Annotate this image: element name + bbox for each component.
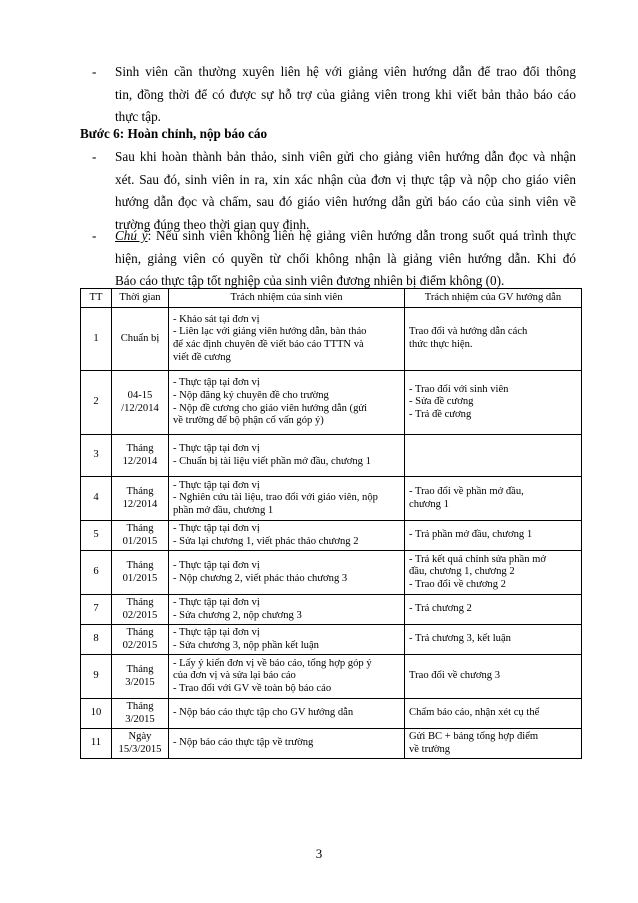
cell-line: 12/2014: [122, 455, 158, 467]
cell-line: Trao đổi về chương 3: [409, 670, 500, 682]
cell-line: - Sửa chương 3, nộp phần kết luận: [173, 639, 319, 651]
cell-line: - Trao đổi về chương 2: [409, 578, 506, 590]
header-tt: TT: [81, 289, 112, 308]
cell-line: /12/2014: [121, 402, 159, 414]
cell-student-task: [169, 435, 405, 477]
cell-line: Tháng: [126, 522, 154, 534]
cell-line: - Trả đề cương: [409, 408, 472, 420]
schedule-table: [80, 288, 582, 759]
header-student: Trách nhiệm của sinh viên: [169, 289, 405, 308]
table-row: [81, 729, 582, 759]
cell-supervisor-task: [405, 521, 582, 551]
table-row: [81, 699, 582, 729]
cell-line: - Trả chương 3, kết luận: [409, 633, 511, 645]
bullet-dash: -: [92, 64, 97, 79]
note-text: : Nếu sinh viên không liên hệ giảng viên hướng dẫn trong suốt quá trình thực: [147, 228, 576, 243]
cell-line: - Chuẩn bị tài liệu viết phần mở đầu, chương 1: [173, 455, 371, 467]
step6-heading: Bước 6: Hoàn chỉnh, nộp báo cáo: [80, 126, 268, 141]
cell-line: - Trả phần mở đầu, chương 1: [409, 529, 533, 541]
table-row: [81, 655, 582, 699]
text-line: Sau khi hoàn thành bản thảo, sinh viên gửi cho giảng viên hướng dẫn đọc và nhận: [115, 149, 576, 164]
cell-line: 3/2015: [125, 676, 155, 688]
cell-student-task: [169, 625, 405, 655]
table-row: [81, 477, 582, 521]
cell-supervisor-task: [405, 625, 582, 655]
cell-line: Trao đổi và hướng dẫn cách: [409, 326, 528, 338]
cell-line: để xác định chuyên đề viết báo cáo TTTN và: [173, 339, 364, 350]
page-number: 3: [315, 846, 323, 861]
cell-line: Chấm báo cáo, nhận xét cụ thể: [409, 707, 540, 719]
cell-time: [112, 477, 169, 521]
text-line: Báo cáo thực tập tốt nghiệp của sinh viên đương nhiên bị điểm không (0).: [115, 273, 505, 288]
cell-supervisor-task: [405, 308, 582, 371]
cell-student-task: [169, 308, 405, 371]
cell-line: Chuẩn bị: [120, 332, 160, 344]
cell-line: 12/2014: [122, 498, 158, 510]
cell-time: [112, 699, 169, 729]
cell-supervisor-task: [405, 595, 582, 625]
header-supervisor: Trách nhiệm của GV hướng dẫn: [405, 289, 582, 308]
cell-line: - Liên lạc với giảng viên hướng dẫn, bàn thảo: [173, 326, 367, 338]
text-line: tin, đồng thời để có được sự hỗ trợ của giảng viên trong khi viết bản thảo báo cáo: [115, 86, 576, 102]
cell-time: [112, 371, 169, 435]
text-line: hiện, giảng viên có quyền từ chối không nhận là giảng viên hướng dẫn. Khi đó: [115, 250, 576, 266]
header-time: Thời gian: [112, 289, 169, 308]
cell-line: - Trao đổi với sinh viên: [409, 383, 509, 395]
cell-supervisor-task: [405, 699, 582, 729]
bullet-dash: -: [92, 228, 97, 243]
cell-line: về trường để bộ phận cố vấn góp ý): [173, 415, 324, 427]
cell-line: Tháng: [126, 559, 154, 571]
table-row: [81, 371, 582, 435]
cell-line: - Nghiên cứu tài liệu, trao đổi với giáo viên, nộp: [173, 492, 378, 504]
cell-line: - Thực tập tại đơn vị: [173, 442, 260, 454]
table-row: [81, 521, 582, 551]
cell-line: Tháng: [126, 442, 154, 454]
cell-line: chương 1: [409, 498, 449, 510]
cell-line: - Trao đổi về phần mở đầu,: [409, 485, 524, 497]
cell-time: [112, 521, 169, 551]
cell-student-task: [169, 655, 405, 699]
cell-line: - Thực tập tại đơn vị: [173, 479, 260, 491]
cell-student-task: [169, 729, 405, 759]
cell-line: - Lấy ý kiến đơn vị về báo cáo, tổng hợp góp ý: [173, 657, 372, 669]
cell-line: - Sửa lại chương 1, viết phác thảo chương 2: [173, 535, 359, 547]
text-line: Sinh viên cần thường xuyên liên hệ với giảng viên hướng dẫn để trao đổi thông: [115, 64, 576, 79]
cell-line: Tháng: [126, 663, 154, 675]
cell-line: - Trả kết quả chỉnh sửa phần mở: [409, 553, 546, 565]
cell-line: 04-15: [127, 389, 153, 401]
cell-tt: 7: [81, 595, 112, 625]
note-paragraph: [92, 225, 576, 293]
table-row: [81, 625, 582, 655]
cell-tt: 11: [81, 729, 112, 759]
cell-tt: 5: [81, 521, 112, 551]
text-line: trường đúng theo thời gian quy định.: [115, 216, 310, 232]
cell-student-task: [169, 699, 405, 729]
cell-line: Gửi BC + bảng tổng hợp điểm: [409, 730, 539, 742]
cell-student-task: [169, 521, 405, 551]
cell-line: viết đề cương: [173, 351, 231, 363]
cell-line: - Nộp đăng ký chuyên đề cho trường: [173, 389, 329, 401]
cell-line: 02/2015: [122, 639, 158, 651]
cell-line: thức thực hiện.: [409, 339, 473, 350]
cell-line: - Thực tập tại đơn vị: [173, 626, 260, 638]
cell-supervisor-task: [405, 435, 582, 477]
cell-line: Tháng: [126, 700, 154, 712]
cell-time: [112, 729, 169, 759]
intro-paragraph: [92, 61, 576, 129]
cell-tt: 8: [81, 625, 112, 655]
cell-line: - Thực tập tại đơn vị: [173, 596, 260, 608]
cell-line: Ngày: [128, 730, 152, 742]
cell-time: [112, 308, 169, 371]
schedule-body: [81, 308, 582, 759]
cell-time: [112, 595, 169, 625]
table-row: [81, 435, 582, 477]
cell-student-task: [169, 371, 405, 435]
table-header-row: [81, 289, 582, 308]
cell-tt: 2: [81, 371, 112, 435]
cell-line: phần mở đầu, chương 1: [173, 504, 274, 516]
note-label: Chú ý: [115, 228, 148, 243]
table-row: [81, 551, 582, 595]
cell-student-task: [169, 477, 405, 521]
cell-supervisor-task: [405, 655, 582, 699]
cell-line: Tháng: [126, 626, 154, 638]
cell-supervisor-task: [405, 729, 582, 759]
cell-line: - Thực tập tại đơn vị: [173, 522, 260, 534]
cell-time: [112, 551, 169, 595]
cell-line: - Trao đổi với GV về toàn bộ báo cáo: [173, 682, 332, 694]
cell-line: - Khảo sát tại đơn vị: [173, 313, 260, 325]
cell-tt: 1: [81, 308, 112, 371]
cell-tt: 3: [81, 435, 112, 477]
cell-student-task: [169, 551, 405, 595]
cell-tt: 6: [81, 551, 112, 595]
cell-tt: 4: [81, 477, 112, 521]
cell-line: - Nộp chương 2, viết phác thảo chương 3: [173, 572, 348, 584]
cell-line: - Nộp đề cương cho giáo viên hướng dẫn (gửi: [173, 402, 368, 414]
text-line: hướng dẫn đọc và chấm, sau đó giáo viên hướng dẫn gửi báo cáo của sinh viên về: [115, 194, 576, 209]
cell-tt: 10: [81, 699, 112, 729]
cell-supervisor-task: [405, 477, 582, 521]
table-row: [81, 595, 582, 625]
step6-paragraph: [92, 146, 576, 236]
cell-time: [112, 655, 169, 699]
table-row: [81, 308, 582, 371]
cell-line: - Thực tập tại đơn vị: [173, 559, 260, 571]
cell-supervisor-task: [405, 551, 582, 595]
bullet-dash: -: [92, 149, 97, 164]
text-line: thực tập.: [115, 109, 161, 124]
text-line: [115, 225, 576, 248]
cell-line: Tháng: [126, 485, 154, 497]
cell-time: [112, 435, 169, 477]
cell-line: - Sửa đề cương: [409, 396, 474, 408]
cell-line: - Nộp báo cáo thực tập cho GV hướng dẫn: [173, 707, 354, 719]
cell-supervisor-task: [405, 371, 582, 435]
cell-line: 02/2015: [122, 609, 158, 621]
cell-line: 3/2015: [125, 713, 155, 725]
cell-tt: 9: [81, 655, 112, 699]
cell-line: 01/2015: [122, 535, 158, 547]
cell-line: về trường: [409, 743, 451, 755]
cell-line: đầu, chương 1, chương 2: [409, 566, 515, 578]
cell-line: - Trả chương 2: [409, 603, 472, 615]
cell-line: - Nộp báo cáo thực tập về trường: [173, 737, 314, 749]
cell-line: - Sửa chương 2, nộp chương 3: [173, 609, 302, 621]
cell-line: 01/2015: [122, 572, 158, 584]
cell-time: [112, 625, 169, 655]
cell-line: 15/3/2015: [118, 743, 162, 755]
cell-student-task: [169, 595, 405, 625]
cell-line: Tháng: [126, 596, 154, 608]
cell-line: của đơn vị và sửa lại báo cáo: [173, 670, 296, 682]
text-line: xét. Sau đó, sinh viên in ra, xin xác nhận của đơn vị thực tập và nộp cho giáo viên: [115, 171, 576, 187]
cell-line: - Thực tập tại đơn vị: [173, 377, 260, 389]
